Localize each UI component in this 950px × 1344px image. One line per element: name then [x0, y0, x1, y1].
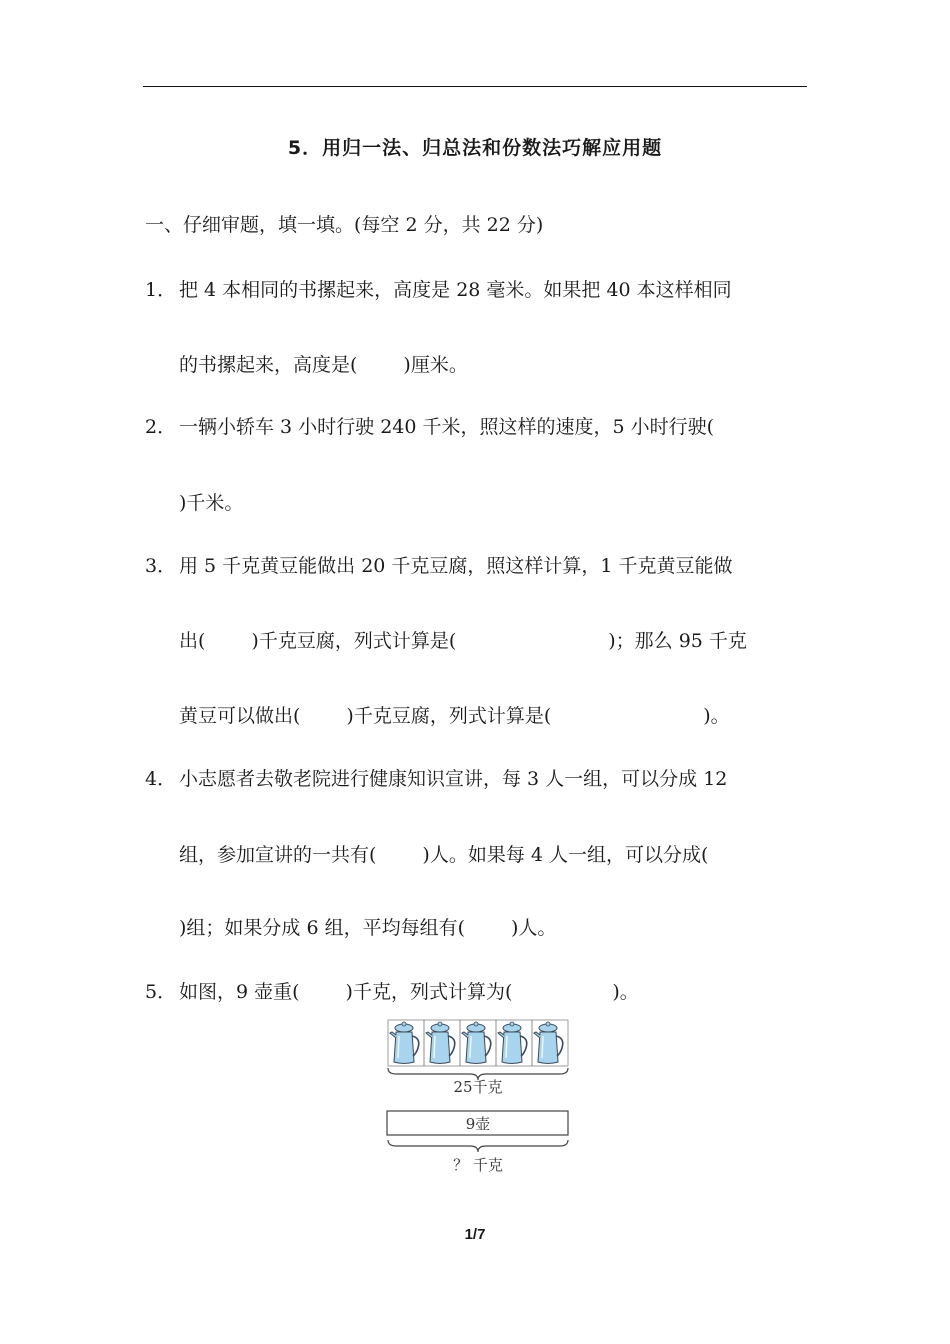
question-4-line-1: 4． 小志愿者去敬老院进行健康知识宣讲，每 3 人一组，可以分成 12	[145, 764, 727, 791]
question-1-line-1: 1． 把 4 本相同的书摞起来，高度是 28 毫米。如果把 40 本这样相同	[145, 275, 732, 302]
kettle-icon	[496, 1020, 532, 1066]
bottom-brace	[388, 1140, 568, 1152]
kettle-diagram-svg	[384, 1018, 574, 1178]
question-2-line-1: 2． 一辆小轿车 3 小时行驶 240 千米，照这样的速度，5 小时行驶(	[145, 412, 714, 439]
box-label: 9壶	[465, 1115, 491, 1133]
section-heading: 一、仔细审题，填一填。(每空 2 分，共 22 分)	[145, 214, 544, 236]
kettle-row	[388, 1020, 568, 1066]
question-number: 1．	[145, 279, 177, 301]
page-title: 5．用归一法、归总法和份数法巧解应用题	[287, 137, 663, 159]
question-1-line-2: 的书摞起来，高度是( )厘米。	[179, 354, 468, 376]
question-4-line-2: 组，参加宣讲的一共有( )人。如果每 4 人一组，可以分成(	[179, 844, 709, 866]
kettle-icon	[532, 1020, 568, 1066]
question-3-line-1: 3． 用 5 千克黄豆能做出 20 千克豆腐，照这样计算，1 千克黄豆能做	[145, 551, 733, 578]
question-5-line-1: 5． 如图，9 壶重( )千克，列式计算为( )。	[145, 977, 639, 1004]
kettle-icon	[388, 1020, 424, 1066]
question-number: 4．	[145, 768, 177, 790]
question-4-line-3: )组；如果分成 6 组，平均每组有( )人。	[179, 917, 557, 939]
question-number: 2．	[145, 416, 177, 438]
page-number: 1/7	[464, 1226, 486, 1243]
kettle-icon	[460, 1020, 496, 1066]
question-number: 5．	[145, 981, 177, 1003]
question-2-line-2: )千米。	[179, 492, 244, 514]
top-label: 25千克	[453, 1078, 503, 1096]
question-3-line-2: 出( )千克豆腐，列式计算是( )；那么 95 千克	[179, 630, 747, 652]
bottom-label: ？ 千克	[453, 1156, 503, 1174]
kettle-icon	[424, 1020, 460, 1066]
question-3-line-3: 黄豆可以做出( )千克豆腐，列式计算是( )。	[179, 705, 730, 727]
header-rule	[143, 86, 807, 87]
kettle-diagram	[384, 1018, 574, 1178]
question-number: 3．	[145, 555, 177, 577]
